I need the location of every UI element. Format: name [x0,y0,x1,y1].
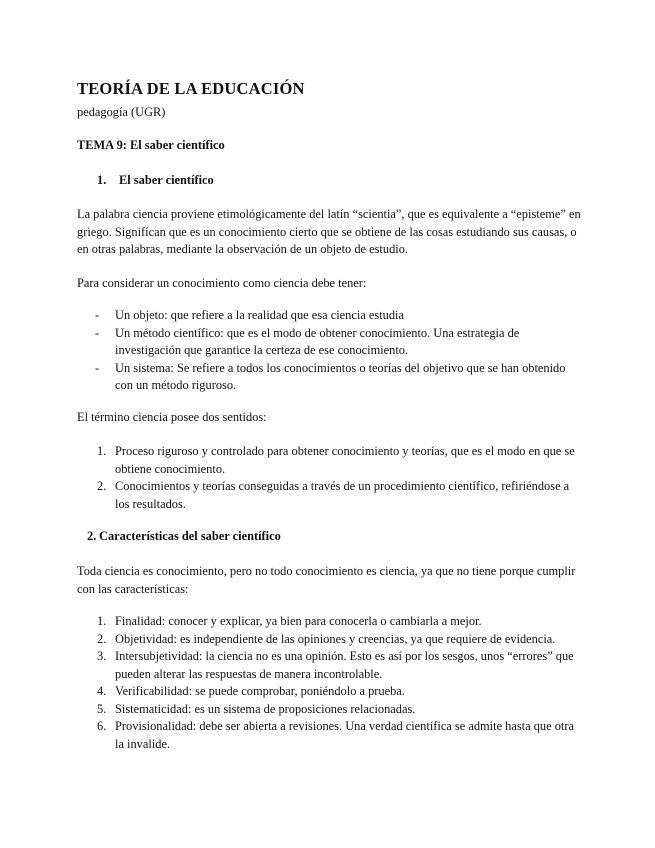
list-item-text: Intersubjetividad: la ciencia no es una opinión. Esto es así por los sesgos, unos “errores” que pueden alterar las respuestas de manera incontrolable. [115,649,574,681]
document-subtitle: pedagogía (UGR) [77,105,166,119]
document-title: TEORÍA DE LA EDUCACIÓN [77,79,305,98]
tema-heading: TEMA 9: El saber científico [77,138,225,152]
list-item-text: Finalidad: conocer y explicar, ya bien para conocerla o cambiarla a mejor. [115,614,482,628]
section2-number: 2. [87,529,97,543]
number-marker: 4. [97,684,107,698]
section1-heading [77,172,585,190]
list-item [77,478,585,513]
section1-paragraph-2: Para considerar un conocimiento como ciencia debe tener: [77,276,367,290]
number-marker: 1. [97,444,107,458]
list-item [77,701,585,719]
number-marker: 3. [97,649,107,663]
list-item-text: Sistematicidad: es un sistema de proposiciones relacionadas. [115,701,416,716]
list-item [77,718,585,753]
list-item [77,307,585,325]
number-marker: 5. [97,701,107,716]
list-item-text: Conocimientos y teorías conseguidas a través de un procedimiento científico, refiriéndose a los resultados. [115,479,570,511]
list-item [77,631,585,649]
list-item-text: Un método científico: que es el modo de obtener conocimiento. Una estrategia de investigación que garantice la certeza de ese conocimiento. [115,325,520,357]
list-item [77,683,585,701]
list-item [77,325,585,360]
number-marker: 2. [97,631,107,646]
section1-title: El saber científico [119,173,214,187]
list-item-text: Verificabilidad: se puede comprobar, poniéndolo a prueba. [115,684,405,698]
list-item [77,443,585,478]
section2-heading [77,528,585,546]
section1-paragraph-3: El término ciencia posee dos sentidos: [77,410,267,424]
dash-marker: - [95,308,100,322]
list-item-text: Objetividad: es independiente de las opiniones y creencias, ya que requiere de evidencia. [115,631,556,646]
dash-marker: - [95,360,100,375]
section1-number: 1. [97,173,107,187]
section1-paragraph-1: La palabra ciencia proviene etimológicamente del latín “scientia”, que es equivalente a “episteme” en griego. Signifícan que es un conocimiento cierto que se obtiene de las cosas estudiando sus causas, o en otras palabras, mediante la observación de un objeto de estudio. [77,207,581,256]
number-marker: 6. [97,719,107,733]
list-item-text: Un sistema: Se refiere a todos los conocimientos o teorías del objetivo que se han obtenido con un método riguroso. [115,360,566,392]
list-item-text: Un objeto: que refiere a la realidad que esa ciencia estudia [115,308,404,322]
list-item [77,613,585,631]
section2-title: Características del saber científico [99,529,281,543]
number-marker: 1. [97,614,107,628]
list-item [77,360,585,395]
number-marker: 2. [97,479,107,493]
dash-marker: - [95,325,100,340]
list-item [77,648,585,683]
requirements-list [77,307,585,395]
characteristics-list [77,613,585,753]
senses-list [77,443,585,513]
section2-paragraph-1: Toda ciencia es conocimiento, pero no todo conocimiento es ciencia, ya que no tiene porque cumplir con las características: [77,564,576,596]
list-item-text: Proceso riguroso y controlado para obtener conocimiento y teorías, que es el modo en que se obtiene conocimiento. [115,444,575,476]
list-item-text: Provisionalidad: debe ser abierta a revisiones. Una verdad científica se admite hasta que otra la invalide. [115,719,574,751]
